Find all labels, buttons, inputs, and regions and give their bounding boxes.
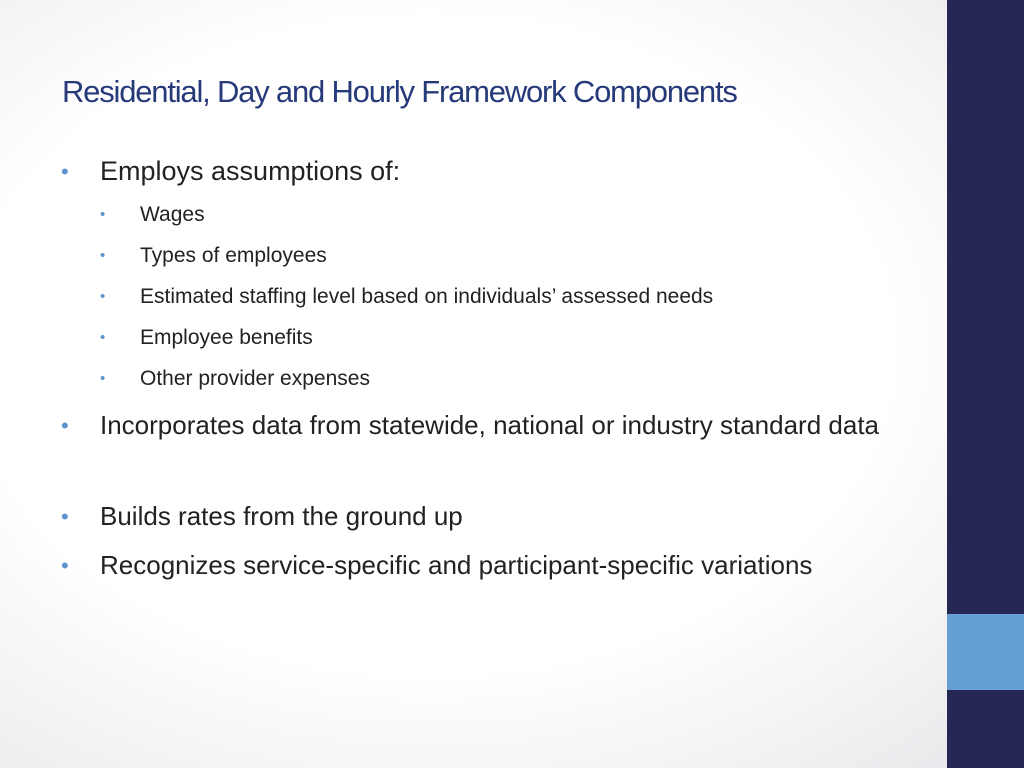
sub-bullet-4-text: Employee benefits — [140, 326, 313, 349]
sub-bullet-3 — [100, 283, 900, 311]
bullet-4 — [61, 545, 880, 586]
bullet-2-text: Incorporates data from statewide, national or industry standard data — [100, 410, 879, 440]
bullet-dot-icon: • — [61, 553, 69, 578]
sub-bullet-4 — [100, 324, 900, 352]
sub-bullet-2 — [100, 242, 900, 270]
bullet-dot-icon: • — [100, 370, 106, 387]
sub-bullet-5 — [100, 365, 900, 393]
bullet-dot-icon: • — [100, 329, 106, 346]
bullet-dot-icon: • — [100, 247, 106, 264]
sub-bullet-3-text: Estimated staffing level based on individuals’ assessed needs — [140, 285, 714, 308]
bullet-dot-icon: • — [61, 159, 69, 184]
sub-bullet-5-text: Other provider expenses — [140, 367, 370, 390]
sub-bullet-1-text: Wages — [140, 203, 205, 226]
bullet-dot-icon: • — [61, 413, 69, 438]
bullet-3 — [61, 496, 880, 537]
bullet-dot-icon: • — [100, 288, 106, 305]
sidebar-accent-block — [947, 614, 1024, 690]
bullet-1-text: Employs assumptions of: — [100, 156, 401, 186]
bullet-1 — [61, 151, 880, 192]
slide-title: Residential, Day and Hourly Framework Components — [62, 74, 737, 109]
bullet-2 — [61, 405, 880, 446]
sub-bullet-1 — [100, 201, 900, 229]
sub-bullet-2-text: Types of employees — [140, 244, 327, 267]
bullet-dot-icon: • — [61, 504, 69, 529]
bullet-3-text: Builds rates from the ground up — [100, 501, 463, 531]
bullet-4-text: Recognizes service-specific and participant-specific variations — [100, 550, 813, 580]
bullet-dot-icon: • — [100, 206, 106, 223]
